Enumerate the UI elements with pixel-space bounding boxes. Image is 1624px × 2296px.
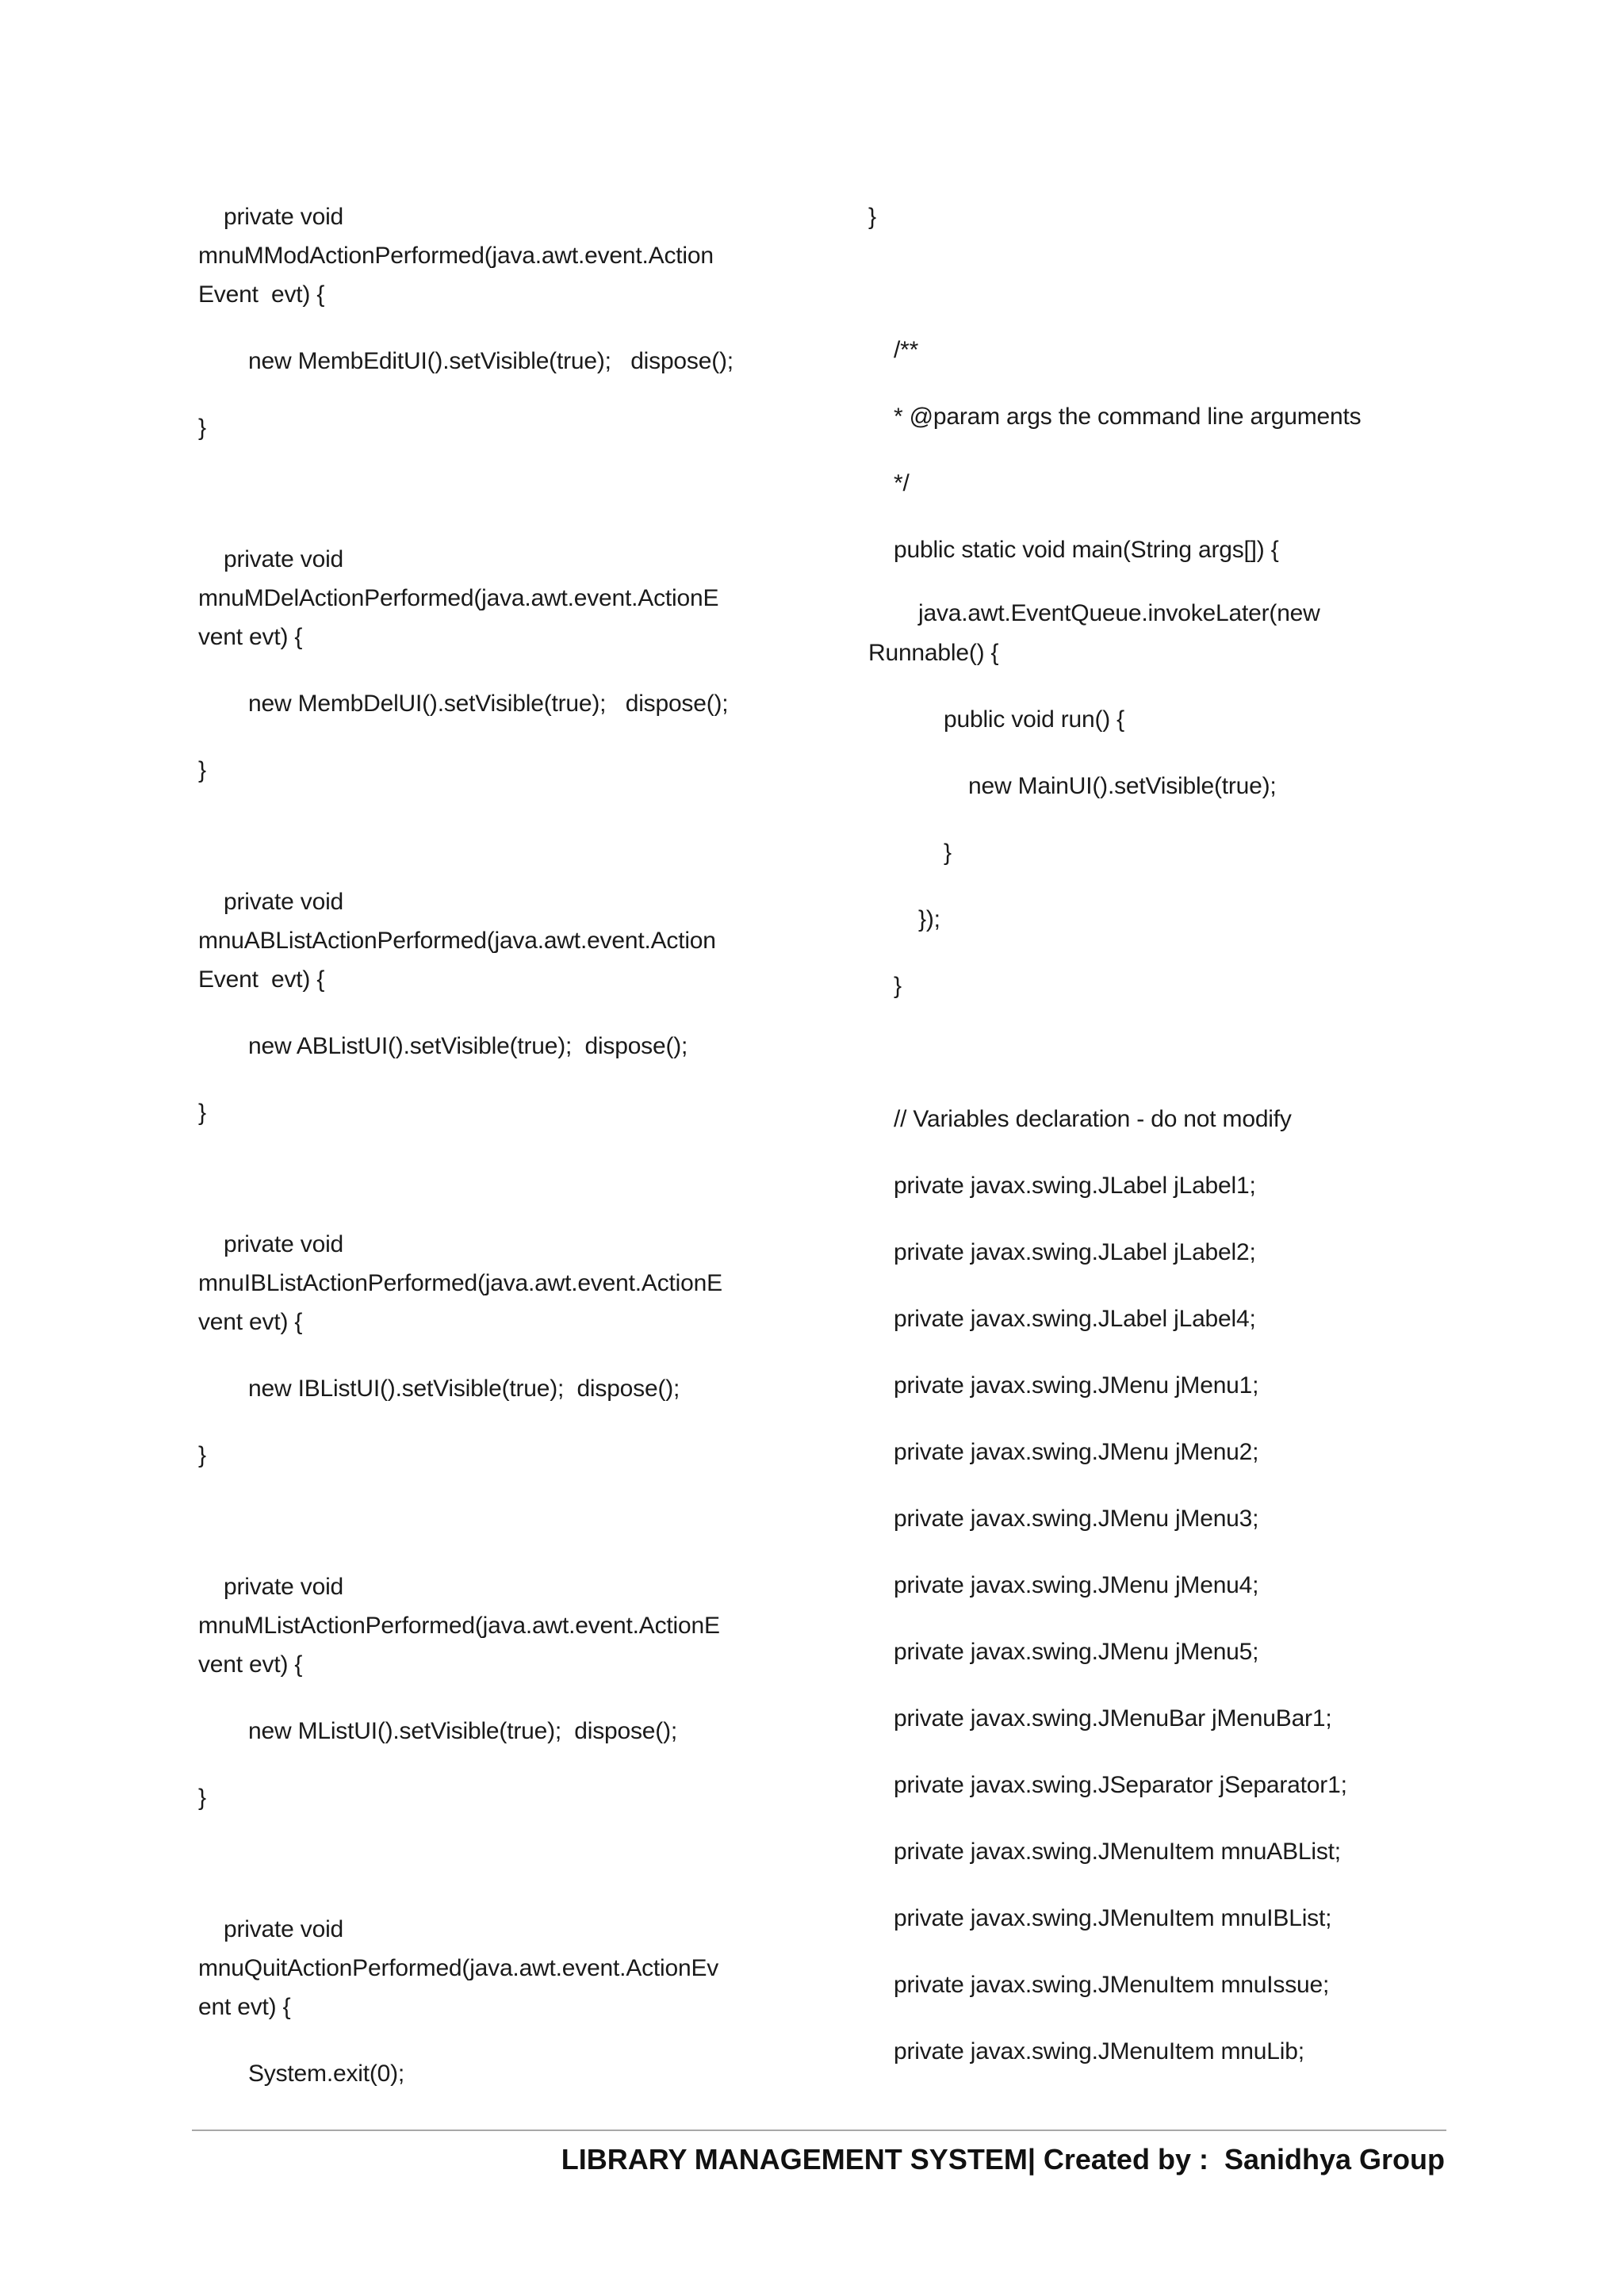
code-line: mnuABListActionPerformed(java.awt.event.Action bbox=[198, 928, 716, 954]
code-line: } bbox=[198, 1100, 206, 1126]
code-line: } bbox=[198, 1442, 206, 1468]
code-line: public static void main(String args[]) { bbox=[894, 537, 1279, 563]
code-line: private void bbox=[224, 1231, 344, 1257]
footer-divider bbox=[192, 2130, 1446, 2131]
code-line: mnuMListActionPerformed(java.awt.event.ActionE bbox=[198, 1613, 720, 1639]
code-line: Event evt) { bbox=[198, 966, 325, 993]
code-line: }); bbox=[918, 906, 940, 932]
code-line: vent evt) { bbox=[198, 1309, 303, 1335]
code-line: * @param args the command line arguments bbox=[894, 404, 1362, 430]
code-line: Runnable() { bbox=[868, 640, 999, 666]
code-line: private javax.swing.JLabel jLabel1; bbox=[894, 1173, 1256, 1199]
code-line: private javax.swing.JLabel jLabel2; bbox=[894, 1239, 1256, 1265]
code-line: mnuMModActionPerformed(java.awt.event.Action bbox=[198, 243, 714, 269]
code-line: } bbox=[944, 840, 952, 866]
code-line: } bbox=[198, 1785, 206, 1811]
code-line: private javax.swing.JMenu jMenu3; bbox=[894, 1506, 1259, 1532]
code-line: private javax.swing.JMenuItem mnuIBList; bbox=[894, 1905, 1332, 1931]
code-line: vent evt) { bbox=[198, 1651, 303, 1678]
code-line: private javax.swing.JMenu jMenu4; bbox=[894, 1572, 1259, 1598]
code-line: private javax.swing.JMenuItem mnuIssue; bbox=[894, 1972, 1330, 1998]
code-line: /** bbox=[894, 337, 919, 363]
code-line: private javax.swing.JMenu jMenu2; bbox=[894, 1439, 1259, 1465]
code-line: new MembEditUI().setVisible(true); dispose(); bbox=[248, 348, 733, 374]
code-line: private void bbox=[224, 1574, 344, 1600]
code-line: mnuIBListActionPerformed(java.awt.event.ActionE bbox=[198, 1270, 722, 1296]
code-line: private void bbox=[224, 204, 344, 230]
code-line: private javax.swing.JLabel jLabel4; bbox=[894, 1306, 1256, 1332]
code-line: private javax.swing.JMenu jMenu1; bbox=[894, 1372, 1259, 1399]
code-line: private javax.swing.JMenuItem mnuABList; bbox=[894, 1839, 1341, 1865]
code-line: new IBListUI().setVisible(true); dispose(); bbox=[248, 1376, 680, 1402]
code-line: Event evt) { bbox=[198, 281, 325, 308]
code-line: mnuQuitActionPerformed(java.awt.event.ActionEv bbox=[198, 1955, 719, 1981]
code-line: new ABListUI().setVisible(true); dispose(); bbox=[248, 1033, 688, 1059]
code-line: private javax.swing.JMenu jMenu5; bbox=[894, 1639, 1259, 1665]
code-line: new MListUI().setVisible(true); dispose(); bbox=[248, 1718, 678, 1744]
code-line: public void run() { bbox=[944, 706, 1124, 733]
code-line: } bbox=[198, 757, 206, 783]
code-line: */ bbox=[894, 470, 910, 496]
code-line: new MainUI().setVisible(true); bbox=[968, 773, 1277, 799]
code-line: private javax.swing.JSeparator jSeparator1; bbox=[894, 1772, 1347, 1798]
code-line: } bbox=[198, 415, 206, 441]
code-line: private void bbox=[224, 889, 344, 915]
code-line: } bbox=[868, 204, 876, 230]
code-line: System.exit(0); bbox=[248, 2061, 405, 2087]
code-line: mnuMDelActionPerformed(java.awt.event.ActionE bbox=[198, 585, 719, 611]
code-line: private javax.swing.JMenuBar jMenuBar1; bbox=[894, 1705, 1332, 1732]
code-line: java.awt.EventQueue.invokeLater(new bbox=[918, 600, 1320, 626]
code-line: private javax.swing.JMenuItem mnuLib; bbox=[894, 2038, 1304, 2064]
code-line: ent evt) { bbox=[198, 1994, 291, 2020]
code-line: // Variables declaration - do not modify bbox=[894, 1106, 1292, 1132]
code-line: vent evt) { bbox=[198, 624, 303, 650]
code-line: new MembDelUI().setVisible(true); dispose(); bbox=[248, 691, 729, 717]
code-line: private void bbox=[224, 1916, 344, 1942]
page-footer: LIBRARY MANAGEMENT SYSTEM| Created by : Sanidhya Group bbox=[561, 2143, 1445, 2175]
code-line: } bbox=[894, 973, 902, 999]
code-line: private void bbox=[224, 546, 344, 572]
